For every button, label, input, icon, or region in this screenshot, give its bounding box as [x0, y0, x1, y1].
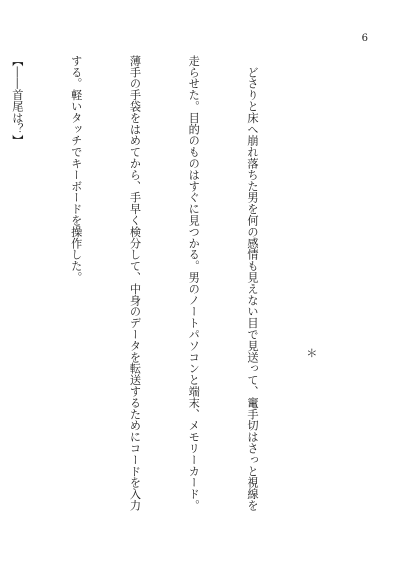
page-number: 6	[361, 33, 368, 44]
text-line-1: どさりと床へ崩れ落ちた男を何の感情も見えない目で見送って、竃手切はさっと視線を	[246, 55, 260, 511]
vertical-text-block	[10, 55, 360, 525]
text-line-2: 走らせた。目的のものはすぐに見つかる。男のノートパソコンと端末、メモリーカード。	[187, 55, 201, 511]
text-line-3: 薄手の手袋をはめてから、手早く検分して、中身のデータを転送するためにコードを入力	[128, 55, 142, 511]
scene-break-line: ＊	[304, 221, 318, 359]
text-line-5: 【――首尾は？】	[10, 55, 24, 147]
text-line-4: する。軽いタッチでキーボードを操作した。	[69, 55, 83, 283]
